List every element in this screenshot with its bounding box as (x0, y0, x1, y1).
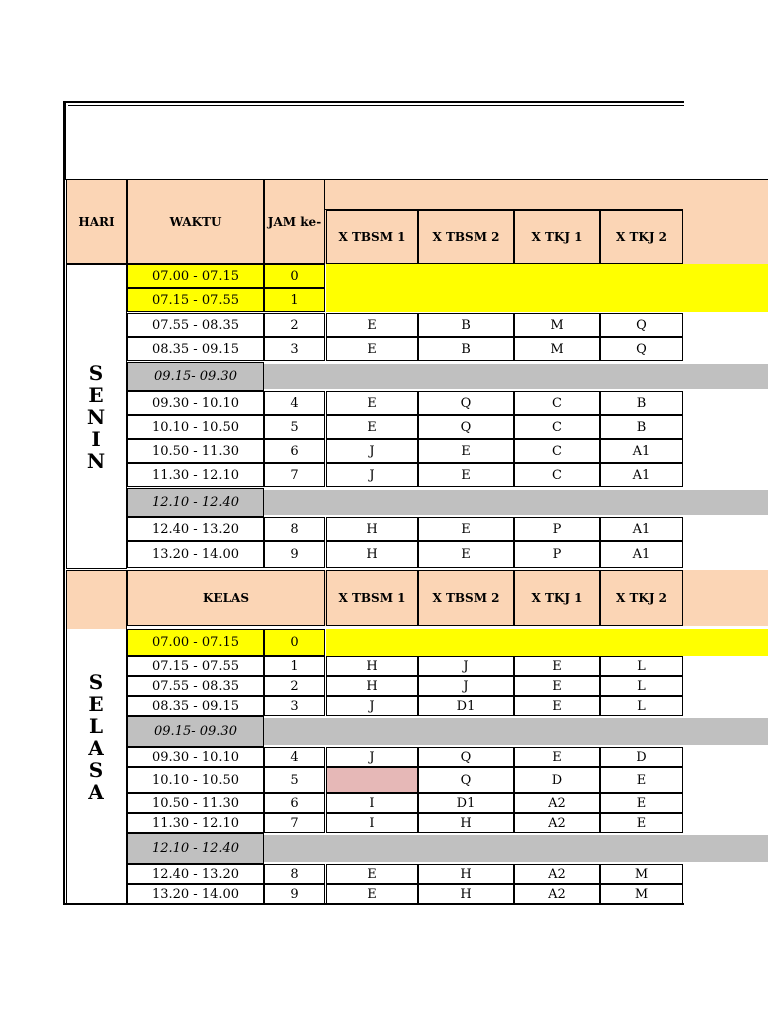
subject-cell: E (600, 793, 683, 813)
subject-cell: M (514, 313, 600, 337)
subject-cell: E (418, 463, 514, 487)
subject-cell: C (514, 415, 600, 439)
jam-number: 4 (264, 747, 325, 767)
subject-cell: P (514, 517, 600, 541)
day-letter: S (88, 360, 105, 385)
subject-cell: I (326, 813, 418, 833)
class-header-4: X TKJ 2 (600, 210, 683, 264)
day-letter: S (88, 758, 105, 782)
time-slot: 07.55 - 08.35 (127, 676, 264, 696)
break-band (264, 718, 768, 745)
subject-cell: D1 (418, 793, 514, 813)
header-kelas: KELAS (127, 570, 325, 626)
header-hari: HARI (66, 179, 127, 264)
subject-cell: A2 (514, 864, 600, 884)
time-slot: 13.20 - 14.00 (127, 541, 264, 568)
header-hari-2 (66, 570, 127, 629)
day-letter: A (88, 736, 105, 760)
time-slot: 10.50 - 11.30 (127, 793, 264, 813)
day-letter: N (86, 448, 107, 473)
title-area (64, 101, 684, 180)
subject-cell: E (600, 767, 683, 793)
subject-cell: H (326, 517, 418, 541)
time-slot: 10.10 - 10.50 (127, 415, 264, 439)
subject-cell: B (418, 337, 514, 361)
subject-cell: E (418, 439, 514, 463)
jam-number: 5 (264, 767, 325, 793)
subject-cell: M (600, 884, 683, 904)
subject-cell: M (514, 337, 600, 361)
day-letter: I (91, 426, 102, 451)
time-slot: 09.30 - 10.10 (127, 391, 264, 415)
subject-cell: C (514, 439, 600, 463)
subject-cell: H (418, 813, 514, 833)
subject-cell: A2 (514, 793, 600, 813)
subject-cell: L (600, 676, 683, 696)
subject-cell: M (600, 864, 683, 884)
time-slot: 07.15 - 07.55 (127, 656, 264, 676)
outer-left-border (63, 101, 65, 904)
jam-number: 9 (264, 541, 325, 568)
subject-cell: E (514, 696, 600, 716)
subject-cell: A1 (600, 463, 683, 487)
subject-cell: Q (418, 391, 514, 415)
subject-cell: J (326, 747, 418, 767)
subject-cell: A2 (514, 884, 600, 904)
subject-cell: A1 (600, 517, 683, 541)
subject-cell: C (514, 391, 600, 415)
subject-cell: E (326, 884, 418, 904)
subject-cell: J (326, 439, 418, 463)
day-letter: S (88, 670, 105, 694)
subject-cell: J (326, 463, 418, 487)
subject-cell: D (600, 747, 683, 767)
jam-number: 9 (264, 884, 325, 904)
header-waktu: WAKTU (127, 179, 264, 264)
class-header-2-1: X TBSM 1 (326, 570, 418, 626)
break-time: 09.15- 09.30 (127, 716, 264, 747)
time-slot: 10.50 - 11.30 (127, 439, 264, 463)
time-slot: 12.40 - 13.20 (127, 864, 264, 884)
break-band (264, 364, 768, 389)
subject-cell: E (600, 813, 683, 833)
subject-cell: L (600, 656, 683, 676)
subject-cell: E (326, 864, 418, 884)
subject-cell: E (514, 676, 600, 696)
class-header-2-2: X TBSM 2 (418, 570, 514, 626)
day-letter: E (88, 692, 105, 716)
assembly-band-merged (326, 264, 768, 312)
jam-number: 1 (264, 656, 325, 676)
jam-number: 2 (264, 676, 325, 696)
outer-bottom-border (63, 903, 684, 905)
break-time: 12.10 - 12.40 (127, 488, 264, 517)
day-letter: L (88, 714, 105, 738)
subject-cell: Q (418, 767, 514, 793)
day-letter: N (86, 404, 107, 429)
time-slot: 11.30 - 12.10 (127, 463, 264, 487)
day-letter: E (88, 382, 105, 407)
subject-cell: H (326, 656, 418, 676)
jam-number: 6 (264, 439, 325, 463)
subject-cell: E (326, 313, 418, 337)
subject-cell: E (326, 391, 418, 415)
jam-number: 4 (264, 391, 325, 415)
break-band (264, 490, 768, 515)
header-jam: JAM ke- (264, 179, 325, 264)
subject-cell: D1 (418, 696, 514, 716)
assembly-band (326, 629, 768, 656)
day-name-senin (66, 264, 127, 569)
subject-cell: A1 (600, 541, 683, 568)
subject-cell: E (418, 517, 514, 541)
jam-number: 3 (264, 337, 325, 361)
subject-cell: A2 (514, 813, 600, 833)
day-letter: A (88, 780, 105, 804)
subject-cell: J (418, 656, 514, 676)
break-time: 12.10 - 12.40 (127, 833, 264, 864)
subject-cell: I (326, 793, 418, 813)
subject-cell: B (418, 313, 514, 337)
subject-cell: Q (418, 747, 514, 767)
jam-number: 7 (264, 813, 325, 833)
class-header-2: X TBSM 2 (418, 210, 514, 264)
time-slot: 08.35 - 09.15 (127, 696, 264, 716)
subject-cell: H (418, 884, 514, 904)
jam-number: 2 (264, 313, 325, 337)
class-header-1: X TBSM 1 (326, 210, 418, 264)
time-slot: 12.40 - 13.20 (127, 517, 264, 541)
time-slot: 07.00 - 07.15 (127, 629, 264, 656)
time-slot: 13.20 - 14.00 (127, 884, 264, 904)
jam-number: 0 (264, 264, 325, 288)
jam-number: 1 (264, 288, 325, 312)
time-slot: 11.30 - 12.10 (127, 813, 264, 833)
time-slot: 07.55 - 08.35 (127, 313, 264, 337)
subject-cell (326, 767, 418, 793)
break-time: 09.15- 09.30 (127, 362, 264, 391)
break-band (264, 835, 768, 862)
subject-cell: A1 (600, 439, 683, 463)
jam-number: 6 (264, 793, 325, 813)
jam-number: 3 (264, 696, 325, 716)
time-slot: 08.35 - 09.15 (127, 337, 264, 361)
jam-number: 5 (264, 415, 325, 439)
subject-cell: Q (418, 415, 514, 439)
class-header-2-3: X TKJ 1 (514, 570, 600, 626)
subject-cell: Q (600, 313, 683, 337)
time-slot: 09.30 - 10.10 (127, 747, 264, 767)
subject-cell: J (326, 696, 418, 716)
time-slot: 10.10 - 10.50 (127, 767, 264, 793)
subject-cell: J (418, 676, 514, 696)
subject-cell: E (514, 656, 600, 676)
time-slot: 07.15 - 07.55 (127, 288, 264, 312)
class-header-2-4: X TKJ 2 (600, 570, 683, 626)
subject-cell: H (326, 676, 418, 696)
subject-cell: E (418, 541, 514, 568)
jam-number: 8 (264, 864, 325, 884)
subject-cell: C (514, 463, 600, 487)
day-name-selasa (66, 629, 127, 904)
class-header-3: X TKJ 1 (514, 210, 600, 264)
subject-cell: P (514, 541, 600, 568)
title-area-inner-line (68, 105, 684, 106)
subject-cell: H (326, 541, 418, 568)
subject-cell: B (600, 391, 683, 415)
subject-cell: E (326, 337, 418, 361)
subject-cell: H (418, 864, 514, 884)
subject-cell: L (600, 696, 683, 716)
subject-cell: E (514, 747, 600, 767)
time-slot: 07.00 - 07.15 (127, 264, 264, 288)
jam-number: 8 (264, 517, 325, 541)
subject-cell: B (600, 415, 683, 439)
jam-number: 0 (264, 629, 325, 656)
subject-cell: E (326, 415, 418, 439)
subject-cell: D (514, 767, 600, 793)
jam-number: 7 (264, 463, 325, 487)
subject-cell: Q (600, 337, 683, 361)
